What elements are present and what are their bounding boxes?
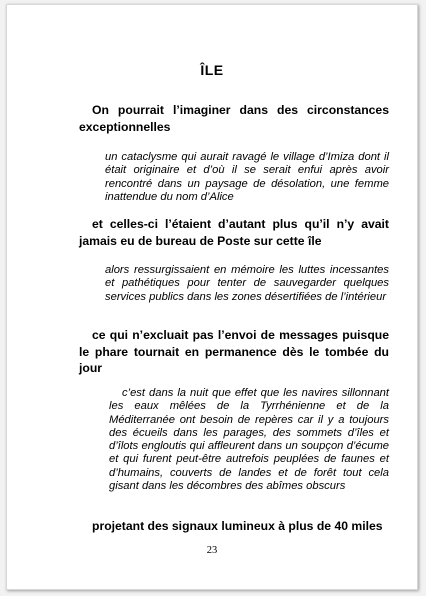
paragraph-4: alors ressurgissaient en mémoire les luttes incessantes et pathétiques pour tenter de sauvegarder quelques services publics dans les zones désertifiées de l’intérieur [105, 264, 389, 303]
paragraph-1: On pourrait l’imaginer dans des circonstances exceptionnelles [79, 103, 389, 134]
paragraph-2: un cataclysme qui aurait ravagé le village d’Imiza dont il était originaire et d’où il se serait enfui après avoir rencontré dans un paysage de désolation, une femme inattendue du nom d’Alice [105, 151, 389, 203]
paragraph-5: ce qui n’excluait pas l’envoi de messages puisque le phare tournait en permanence dès le tombée du jour [79, 328, 389, 375]
paragraph-3: et celles-ci l’étaient d’autant plus qu’il n’y avait jamais eu de bureau de Poste sur cette île [79, 217, 389, 248]
paragraph-6: c’est dans la nuit que effet que les navires sillonnant les eaux mêlées de la Tyrrhénienne et de la Méditerranée ont besoin de repères car il y a toujours des écueils dans les parages, des sommets d’îles et d’îlots engloutis qui affleurent dans un soupçon d’écume et qui furent peut-être autrefois peuplées de faunes et d’humains, couverts de landes et de forêt tout cela gisant dans les décombres des abîmes obscurs [109, 387, 389, 493]
page-number: 23 [206, 545, 218, 556]
paragraph-7: projetant des signaux lumineux à plus de 40 miles [92, 519, 383, 533]
document-page [6, 4, 418, 590]
page-title: ÎLE [200, 62, 224, 78]
